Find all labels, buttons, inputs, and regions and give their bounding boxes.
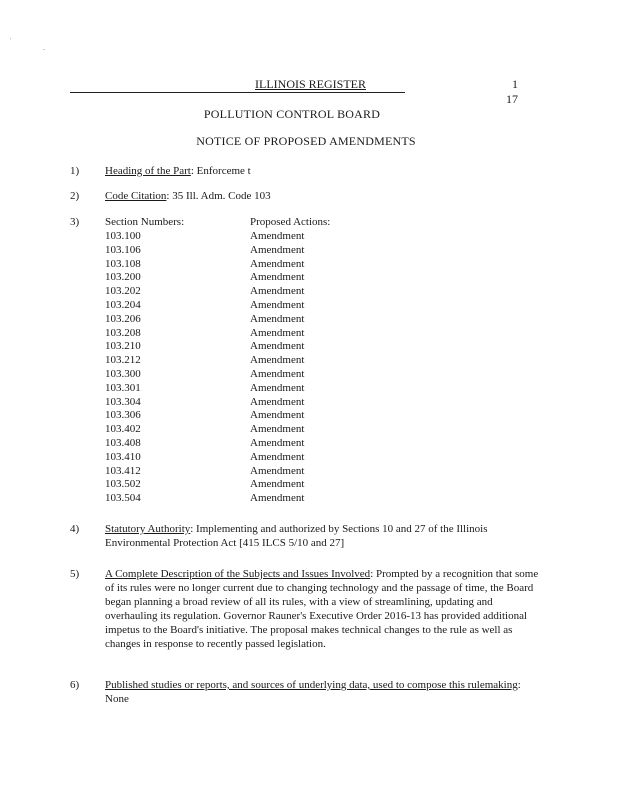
section-row bbox=[105, 312, 405, 326]
section-number: 103.106 bbox=[105, 243, 141, 256]
item-value: : 35 Ill. Adm. Code 103 bbox=[166, 190, 271, 202]
section-action: Amendment bbox=[250, 409, 305, 422]
section-row bbox=[105, 422, 405, 436]
header-rule bbox=[70, 92, 405, 93]
item-label: Published studies or reports, and sources of underlying data, used to compose this rulemaking bbox=[105, 679, 518, 691]
section-row bbox=[105, 298, 405, 312]
item-number: 6) bbox=[70, 679, 80, 691]
item-body bbox=[105, 567, 545, 651]
item-value: : Implementing and authorized by Sections 10 and 27 of the Illinois Environmental Protection Act [415 ILCS 5/10 and 27] bbox=[105, 523, 488, 549]
section-action: Amendment bbox=[250, 492, 305, 505]
item-number: 3) bbox=[70, 216, 80, 228]
section-action: Amendment bbox=[250, 243, 305, 256]
item-body bbox=[105, 164, 545, 178]
section-row bbox=[105, 353, 405, 367]
section-action: Amendment bbox=[250, 312, 305, 325]
section-row bbox=[105, 395, 405, 409]
item-body bbox=[105, 189, 545, 203]
section-row bbox=[105, 229, 405, 243]
agency-heading: POLLUTION CONTROL BOARD bbox=[203, 107, 381, 121]
section-action: Amendment bbox=[250, 285, 305, 298]
section-row bbox=[105, 491, 405, 505]
section-number: 103.304 bbox=[105, 395, 141, 408]
item-number: 4) bbox=[70, 523, 80, 535]
scan-speck: ' bbox=[10, 37, 12, 45]
section-number: 103.100 bbox=[105, 230, 141, 242]
section-action: Amendment bbox=[250, 271, 305, 284]
section-action: Amendment bbox=[250, 395, 305, 408]
section-number: 103.202 bbox=[105, 285, 141, 298]
section-action: Amendment bbox=[250, 299, 305, 311]
section-row bbox=[105, 381, 405, 395]
item-body bbox=[105, 678, 545, 706]
section-action: Amendment bbox=[250, 230, 305, 242]
section-row bbox=[105, 257, 405, 271]
section-action: Amendment bbox=[250, 340, 305, 353]
section-number: 103.502 bbox=[105, 478, 141, 491]
section-number: 103.212 bbox=[105, 354, 141, 367]
item-value: : Enforceme t bbox=[190, 165, 251, 177]
section-row bbox=[105, 408, 405, 422]
section-action: Amendment bbox=[250, 450, 305, 463]
register-title: ILLINOIS REGISTER bbox=[255, 77, 366, 91]
section-row bbox=[105, 464, 405, 478]
item-number: 5) bbox=[70, 568, 80, 580]
section-row bbox=[105, 436, 405, 450]
section-row bbox=[105, 450, 405, 464]
section-action: Amendment bbox=[250, 464, 305, 477]
proposed-actions-header: Proposed Actions: bbox=[250, 216, 331, 228]
section-number: 103.208 bbox=[105, 326, 141, 339]
section-action: Amendment bbox=[250, 381, 305, 394]
section-action: Amendment bbox=[250, 326, 305, 339]
section-number: 103.306 bbox=[105, 409, 141, 422]
section-number: 103.204 bbox=[105, 299, 141, 311]
section-action: Amendment bbox=[250, 423, 305, 436]
section-number: 103.402 bbox=[105, 423, 141, 436]
section-row bbox=[105, 284, 405, 298]
item-label: Heading of the Part bbox=[105, 165, 191, 177]
section-number: 103.108 bbox=[105, 257, 141, 270]
section-number: 103.504 bbox=[105, 492, 141, 505]
item-label: Code Citation bbox=[105, 190, 167, 202]
section-number: 103.206 bbox=[105, 312, 141, 325]
section-action: Amendment bbox=[250, 257, 305, 270]
item-value: : None bbox=[105, 679, 521, 705]
item-number: 2) bbox=[70, 190, 80, 202]
section-number: 103.210 bbox=[105, 340, 141, 353]
section-number: 103.408 bbox=[105, 437, 141, 449]
section-action: Amendment bbox=[250, 354, 305, 367]
item-number: 1) bbox=[70, 165, 80, 177]
page-number-continued: 17 bbox=[506, 92, 518, 106]
section-row bbox=[105, 339, 405, 353]
item-value: : Prompted by a recognition that some of its rules were no longer current due to changing technology and the passage of time, the Board began planning a broad review of all its rules, with a view of streamlining, updating and overhauling its regulation. Governor Rauner's Executive Order 2016-13 has provided additional impetus to the Board's initiative. The proposal makes technical changes to the rule as well as changes in response to recently passed legislation. bbox=[105, 568, 539, 650]
section-action: Amendment bbox=[250, 478, 305, 491]
notice-heading: NOTICE OF PROPOSED AMENDMENTS bbox=[196, 134, 416, 148]
page-number: 1 bbox=[512, 77, 518, 91]
section-numbers-header: Section Numbers: bbox=[105, 216, 185, 228]
section-row bbox=[105, 270, 405, 284]
section-row bbox=[105, 477, 405, 491]
section-row bbox=[105, 326, 405, 340]
section-row bbox=[105, 243, 405, 257]
section-row bbox=[105, 367, 405, 381]
scan-speck: - bbox=[43, 45, 46, 53]
item-label: Statutory Authority bbox=[105, 523, 191, 535]
section-number: 103.301 bbox=[105, 381, 141, 394]
item-label: A Complete Description of the Subjects and Issues Involved bbox=[105, 568, 371, 580]
section-action: Amendment bbox=[250, 437, 305, 449]
section-number: 103.300 bbox=[105, 368, 141, 380]
section-action: Amendment bbox=[250, 368, 305, 380]
item-body bbox=[105, 522, 545, 550]
section-number: 103.410 bbox=[105, 450, 141, 463]
section-number: 103.412 bbox=[105, 464, 141, 477]
section-number: 103.200 bbox=[105, 271, 141, 284]
